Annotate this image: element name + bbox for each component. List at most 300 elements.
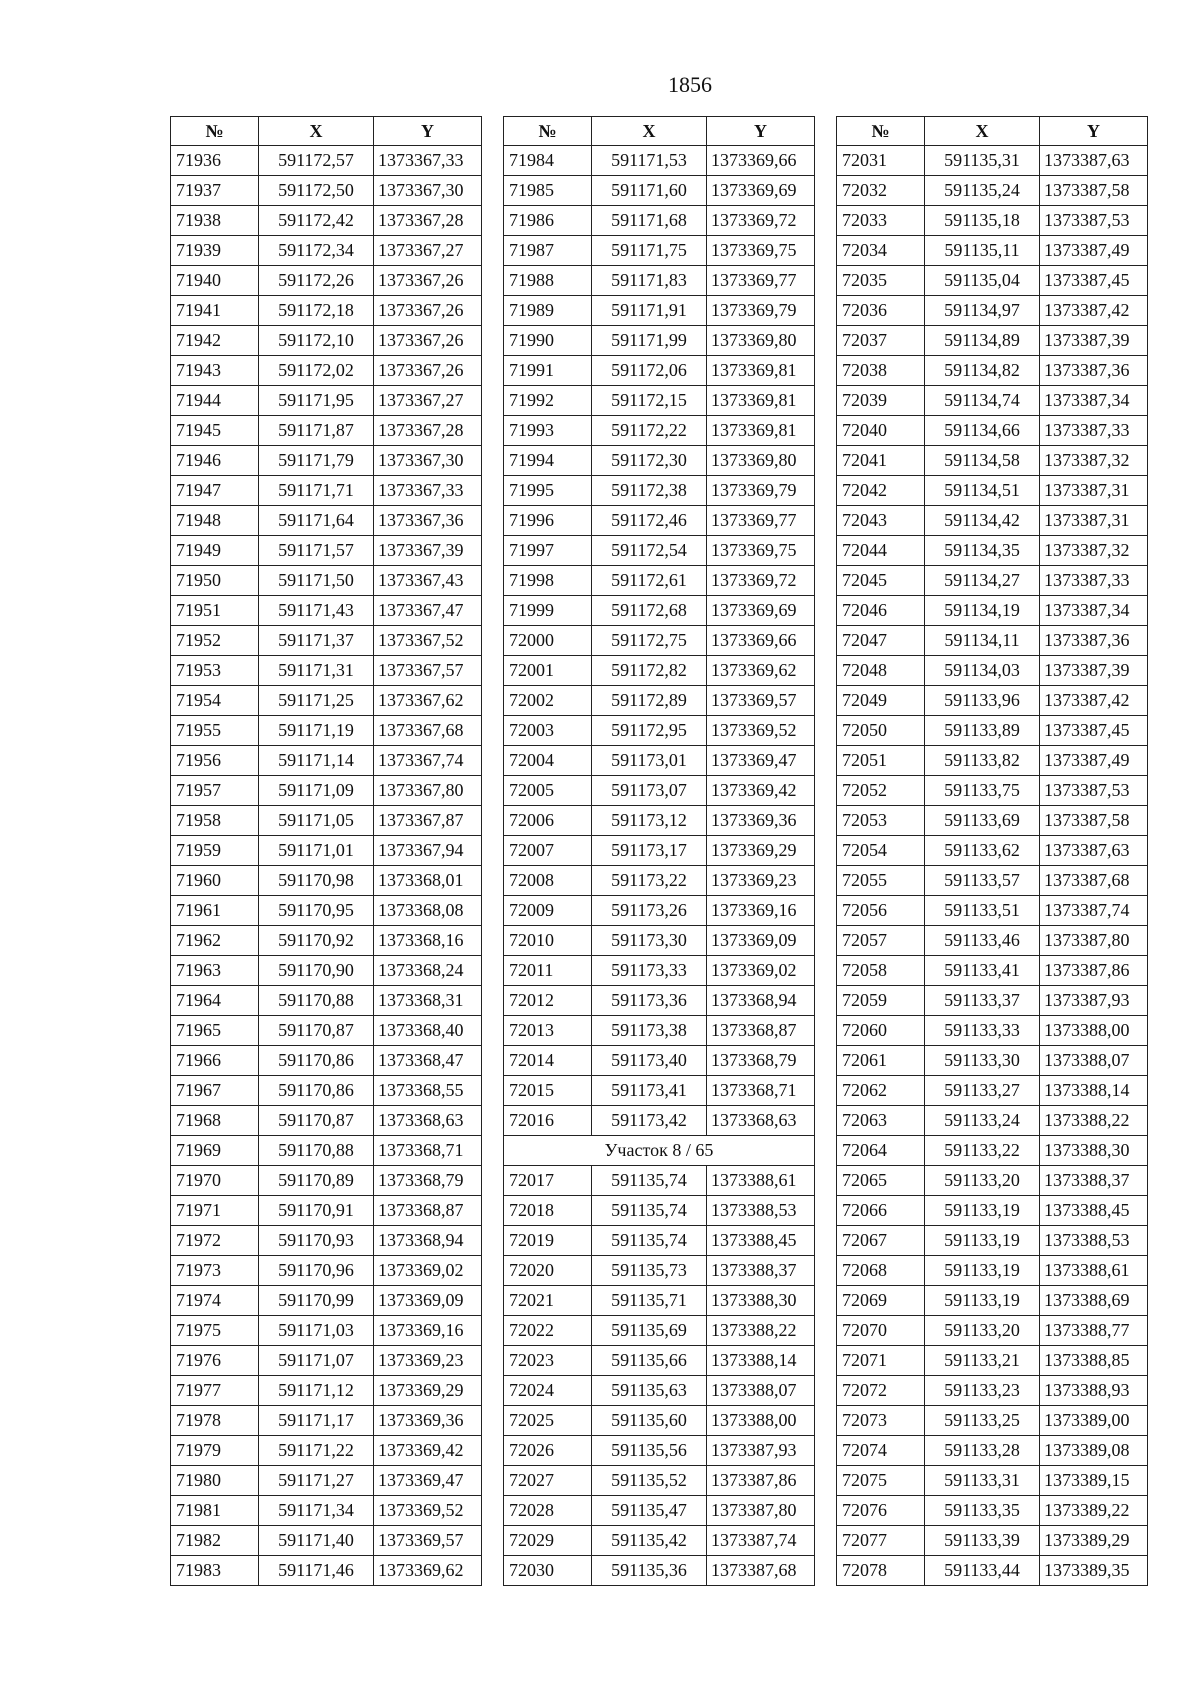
y-coordinate-cell: 1373388,14 [707, 1346, 815, 1376]
table-row [171, 1256, 482, 1286]
y-coordinate-cell: 1373369,80 [707, 446, 815, 476]
table-row [504, 176, 815, 206]
table-row [171, 956, 482, 986]
x-coordinate-cell: 591172,42 [259, 206, 374, 236]
point-number-cell: 71941 [171, 296, 259, 326]
point-number-cell: 72068 [837, 1256, 925, 1286]
y-coordinate-cell: 1373367,26 [374, 266, 482, 296]
table-row [171, 266, 482, 296]
point-number-cell: 71979 [171, 1436, 259, 1466]
x-coordinate-cell: 591135,60 [592, 1406, 707, 1436]
table-row [837, 686, 1148, 716]
x-coordinate-cell: 591173,38 [592, 1016, 707, 1046]
table-row [837, 476, 1148, 506]
table-row [171, 566, 482, 596]
table-row [504, 416, 815, 446]
y-coordinate-cell: 1373389,15 [1040, 1466, 1148, 1496]
point-number-cell: 72050 [837, 716, 925, 746]
point-number-cell: 72070 [837, 1316, 925, 1346]
point-number-cell: 71974 [171, 1286, 259, 1316]
point-number-cell: 72039 [837, 386, 925, 416]
x-coordinate-cell: 591134,35 [925, 536, 1040, 566]
y-coordinate-cell: 1373387,86 [1040, 956, 1148, 986]
point-number-cell: 71936 [171, 146, 259, 176]
y-coordinate-cell: 1373367,36 [374, 506, 482, 536]
table-row [171, 1016, 482, 1046]
table-header-row [171, 117, 482, 146]
x-coordinate-cell: 591172,89 [592, 686, 707, 716]
x-coordinate-cell: 591173,17 [592, 836, 707, 866]
point-number-cell: 71961 [171, 896, 259, 926]
point-number-cell: 71971 [171, 1196, 259, 1226]
table-row [171, 866, 482, 896]
y-coordinate-cell: 1373369,69 [707, 176, 815, 206]
y-coordinate-cell: 1373369,42 [707, 776, 815, 806]
x-coordinate-cell: 591173,30 [592, 926, 707, 956]
y-coordinate-cell: 1373369,09 [374, 1286, 482, 1316]
y-coordinate-cell: 1373369,81 [707, 386, 815, 416]
y-coordinate-cell: 1373367,27 [374, 236, 482, 266]
table-row [837, 1196, 1148, 1226]
table-row [837, 1436, 1148, 1466]
table-row [504, 476, 815, 506]
point-number-cell: 72037 [837, 326, 925, 356]
point-number-cell: 71972 [171, 1226, 259, 1256]
x-coordinate-cell: 591170,92 [259, 926, 374, 956]
x-coordinate-cell: 591171,07 [259, 1346, 374, 1376]
table-row [504, 686, 815, 716]
x-coordinate-cell: 591171,83 [592, 266, 707, 296]
y-coordinate-cell: 1373368,40 [374, 1016, 482, 1046]
table-row [171, 1556, 482, 1586]
table-row [504, 896, 815, 926]
table-row [171, 746, 482, 776]
x-coordinate-cell: 591134,66 [925, 416, 1040, 446]
y-coordinate-cell: 1373369,47 [374, 1466, 482, 1496]
table-row [837, 566, 1148, 596]
table-row [171, 656, 482, 686]
x-coordinate-cell: 591170,89 [259, 1166, 374, 1196]
y-coordinate-cell: 1373369,29 [707, 836, 815, 866]
x-coordinate-cell: 591173,26 [592, 896, 707, 926]
y-coordinate-cell: 1373389,08 [1040, 1436, 1148, 1466]
table-row [504, 446, 815, 476]
x-coordinate-cell: 591170,87 [259, 1106, 374, 1136]
y-coordinate-cell: 1373368,47 [374, 1046, 482, 1076]
x-coordinate-cell: 591172,57 [259, 146, 374, 176]
point-number-cell: 72042 [837, 476, 925, 506]
point-number-cell: 72016 [504, 1106, 592, 1136]
table-row [504, 716, 815, 746]
table-row [504, 986, 815, 1016]
point-number-cell: 72074 [837, 1436, 925, 1466]
table-row [171, 716, 482, 746]
x-coordinate-cell: 591133,27 [925, 1076, 1040, 1106]
y-coordinate-cell: 1373367,52 [374, 626, 482, 656]
point-number-cell: 72011 [504, 956, 592, 986]
x-coordinate-cell: 591134,11 [925, 626, 1040, 656]
table-row [171, 776, 482, 806]
y-coordinate-cell: 1373367,47 [374, 596, 482, 626]
x-coordinate-cell: 591171,05 [259, 806, 374, 836]
x-coordinate-cell: 591171,57 [259, 536, 374, 566]
y-coordinate-cell: 1373369,02 [374, 1256, 482, 1286]
x-coordinate-cell: 591135,71 [592, 1286, 707, 1316]
x-coordinate-cell: 591135,47 [592, 1496, 707, 1526]
x-coordinate-cell: 591172,50 [259, 176, 374, 206]
x-coordinate-cell: 591134,58 [925, 446, 1040, 476]
table-row [837, 716, 1148, 746]
y-coordinate-cell: 1373367,68 [374, 716, 482, 746]
x-coordinate-cell: 591171,25 [259, 686, 374, 716]
x-coordinate-cell: 591173,36 [592, 986, 707, 1016]
x-coordinate-cell: 591135,24 [925, 176, 1040, 206]
table-header-row [504, 117, 815, 146]
y-coordinate-cell: 1373367,57 [374, 656, 482, 686]
y-coordinate-cell: 1373387,86 [707, 1466, 815, 1496]
y-coordinate-cell: 1373367,26 [374, 296, 482, 326]
point-number-cell: 72041 [837, 446, 925, 476]
point-number-cell: 72001 [504, 656, 592, 686]
point-number-cell: 72055 [837, 866, 925, 896]
x-coordinate-cell: 591172,15 [592, 386, 707, 416]
y-coordinate-cell: 1373367,30 [374, 176, 482, 206]
x-coordinate-cell: 591133,46 [925, 926, 1040, 956]
y-coordinate-cell: 1373369,57 [374, 1526, 482, 1556]
point-number-cell: 71946 [171, 446, 259, 476]
x-coordinate-cell: 591133,19 [925, 1196, 1040, 1226]
y-coordinate-cell: 1373369,81 [707, 356, 815, 386]
table-row [504, 356, 815, 386]
x-coordinate-cell: 591172,22 [592, 416, 707, 446]
table-row [171, 206, 482, 236]
y-coordinate-cell: 1373369,79 [707, 476, 815, 506]
x-coordinate-cell: 591135,52 [592, 1466, 707, 1496]
column-header-x: X [592, 117, 707, 146]
table-row [171, 236, 482, 266]
point-number-cell: 72022 [504, 1316, 592, 1346]
table-row [837, 1286, 1148, 1316]
point-number-cell: 71940 [171, 266, 259, 296]
x-coordinate-cell: 591135,04 [925, 266, 1040, 296]
x-coordinate-cell: 591172,82 [592, 656, 707, 686]
point-number-cell: 72069 [837, 1286, 925, 1316]
x-coordinate-cell: 591171,50 [259, 566, 374, 596]
point-number-cell: 71951 [171, 596, 259, 626]
point-number-cell: 71939 [171, 236, 259, 266]
table-row [837, 656, 1148, 686]
point-number-cell: 72043 [837, 506, 925, 536]
y-coordinate-cell: 1373367,33 [374, 476, 482, 506]
x-coordinate-cell: 591170,88 [259, 1136, 374, 1166]
x-coordinate-cell: 591133,35 [925, 1496, 1040, 1526]
point-number-cell: 71997 [504, 536, 592, 566]
table-row [504, 1526, 815, 1556]
point-number-cell: 71964 [171, 986, 259, 1016]
table-row [504, 326, 815, 356]
point-number-cell: 72064 [837, 1136, 925, 1166]
x-coordinate-cell: 591170,87 [259, 1016, 374, 1046]
column-header-y: Y [374, 117, 482, 146]
table-row [171, 1316, 482, 1346]
y-coordinate-cell: 1373368,16 [374, 926, 482, 956]
y-coordinate-cell: 1373367,26 [374, 356, 482, 386]
y-coordinate-cell: 1373388,77 [1040, 1316, 1148, 1346]
point-number-cell: 72034 [837, 236, 925, 266]
x-coordinate-cell: 591173,22 [592, 866, 707, 896]
table-row [504, 656, 815, 686]
y-coordinate-cell: 1373387,33 [1040, 416, 1148, 446]
coordinate-table-3 [836, 116, 1148, 1586]
x-coordinate-cell: 591173,42 [592, 1106, 707, 1136]
x-coordinate-cell: 591172,38 [592, 476, 707, 506]
table-row [171, 1346, 482, 1376]
x-coordinate-cell: 591133,19 [925, 1226, 1040, 1256]
point-number-cell: 72012 [504, 986, 592, 1016]
table-row [171, 386, 482, 416]
x-coordinate-cell: 591170,86 [259, 1076, 374, 1106]
y-coordinate-cell: 1373387,39 [1040, 656, 1148, 686]
coordinate-table-1 [170, 116, 482, 1586]
point-number-cell: 71977 [171, 1376, 259, 1406]
x-coordinate-cell: 591133,51 [925, 896, 1040, 926]
point-number-cell: 71955 [171, 716, 259, 746]
y-coordinate-cell: 1373388,53 [1040, 1226, 1148, 1256]
x-coordinate-cell: 591170,99 [259, 1286, 374, 1316]
y-coordinate-cell: 1373388,37 [707, 1256, 815, 1286]
x-coordinate-cell: 591171,46 [259, 1556, 374, 1586]
table-row [171, 1166, 482, 1196]
point-number-cell: 72030 [504, 1556, 592, 1586]
y-coordinate-cell: 1373387,74 [1040, 896, 1148, 926]
table-row [171, 1526, 482, 1556]
x-coordinate-cell: 591171,71 [259, 476, 374, 506]
x-coordinate-cell: 591133,75 [925, 776, 1040, 806]
y-coordinate-cell: 1373368,87 [707, 1016, 815, 1046]
x-coordinate-cell: 591133,28 [925, 1436, 1040, 1466]
table-row [171, 1076, 482, 1106]
table-row [504, 596, 815, 626]
point-number-cell: 72061 [837, 1046, 925, 1076]
y-coordinate-cell: 1373367,80 [374, 776, 482, 806]
table-row [837, 776, 1148, 806]
x-coordinate-cell: 591133,44 [925, 1556, 1040, 1586]
y-coordinate-cell: 1373387,53 [1040, 776, 1148, 806]
point-number-cell: 71963 [171, 956, 259, 986]
x-coordinate-cell: 591172,18 [259, 296, 374, 326]
point-number-cell: 71978 [171, 1406, 259, 1436]
point-number-cell: 71960 [171, 866, 259, 896]
y-coordinate-cell: 1373368,79 [374, 1166, 482, 1196]
point-number-cell: 72002 [504, 686, 592, 716]
x-coordinate-cell: 591171,95 [259, 386, 374, 416]
y-coordinate-cell: 1373367,87 [374, 806, 482, 836]
y-coordinate-cell: 1373369,81 [707, 416, 815, 446]
x-coordinate-cell: 591134,51 [925, 476, 1040, 506]
x-coordinate-cell: 591135,66 [592, 1346, 707, 1376]
point-number-cell: 72008 [504, 866, 592, 896]
x-coordinate-cell: 591171,37 [259, 626, 374, 656]
point-number-cell: 72062 [837, 1076, 925, 1106]
y-coordinate-cell: 1373369,69 [707, 596, 815, 626]
point-number-cell: 71993 [504, 416, 592, 446]
table-row [171, 416, 482, 446]
y-coordinate-cell: 1373367,27 [374, 386, 482, 416]
point-number-cell: 71956 [171, 746, 259, 776]
table-row [837, 1136, 1148, 1166]
x-coordinate-cell: 591133,30 [925, 1046, 1040, 1076]
y-coordinate-cell: 1373388,00 [1040, 1016, 1148, 1046]
point-number-cell: 72003 [504, 716, 592, 746]
point-number-cell: 72028 [504, 1496, 592, 1526]
table-row [504, 1556, 815, 1586]
table-row [837, 416, 1148, 446]
point-number-cell: 71999 [504, 596, 592, 626]
point-number-cell: 72054 [837, 836, 925, 866]
point-number-cell: 71962 [171, 926, 259, 956]
y-coordinate-cell: 1373388,45 [707, 1226, 815, 1256]
point-number-cell: 72049 [837, 686, 925, 716]
column-header-x: X [259, 117, 374, 146]
point-number-cell: 72005 [504, 776, 592, 806]
x-coordinate-cell: 591134,97 [925, 296, 1040, 326]
table-row [837, 206, 1148, 236]
y-coordinate-cell: 1373388,22 [1040, 1106, 1148, 1136]
y-coordinate-cell: 1373367,94 [374, 836, 482, 866]
point-number-cell: 72036 [837, 296, 925, 326]
point-number-cell: 72007 [504, 836, 592, 866]
x-coordinate-cell: 591134,74 [925, 386, 1040, 416]
point-number-cell: 72006 [504, 806, 592, 836]
x-coordinate-cell: 591171,68 [592, 206, 707, 236]
point-number-cell: 71954 [171, 686, 259, 716]
y-coordinate-cell: 1373367,28 [374, 416, 482, 446]
x-coordinate-cell: 591135,11 [925, 236, 1040, 266]
y-coordinate-cell: 1373369,75 [707, 536, 815, 566]
point-number-cell: 71980 [171, 1466, 259, 1496]
y-coordinate-cell: 1373369,62 [374, 1556, 482, 1586]
x-coordinate-cell: 591172,30 [592, 446, 707, 476]
point-number-cell: 72021 [504, 1286, 592, 1316]
table-row [504, 536, 815, 566]
table-row [171, 626, 482, 656]
y-coordinate-cell: 1373387,42 [1040, 686, 1148, 716]
table-row [171, 326, 482, 356]
y-coordinate-cell: 1373387,42 [1040, 296, 1148, 326]
point-number-cell: 72052 [837, 776, 925, 806]
y-coordinate-cell: 1373387,34 [1040, 386, 1148, 416]
table-row [504, 1436, 815, 1466]
y-coordinate-cell: 1373387,45 [1040, 716, 1148, 746]
point-number-cell: 72031 [837, 146, 925, 176]
x-coordinate-cell: 591171,03 [259, 1316, 374, 1346]
x-coordinate-cell: 591170,95 [259, 896, 374, 926]
y-coordinate-cell: 1373387,68 [707, 1556, 815, 1586]
x-coordinate-cell: 591171,09 [259, 776, 374, 806]
y-coordinate-cell: 1373368,63 [374, 1106, 482, 1136]
y-coordinate-cell: 1373388,30 [1040, 1136, 1148, 1166]
x-coordinate-cell: 591172,75 [592, 626, 707, 656]
point-number-cell: 72073 [837, 1406, 925, 1436]
y-coordinate-cell: 1373387,31 [1040, 476, 1148, 506]
point-number-cell: 71973 [171, 1256, 259, 1286]
x-coordinate-cell: 591171,01 [259, 836, 374, 866]
x-coordinate-cell: 591172,95 [592, 716, 707, 746]
y-coordinate-cell: 1373387,49 [1040, 236, 1148, 266]
point-number-cell: 71990 [504, 326, 592, 356]
x-coordinate-cell: 591171,53 [592, 146, 707, 176]
table-row [171, 476, 482, 506]
table-row [504, 1016, 815, 1046]
table-row [504, 1316, 815, 1346]
x-coordinate-cell: 591172,61 [592, 566, 707, 596]
table-row [504, 956, 815, 986]
table-row [504, 566, 815, 596]
table-row [837, 266, 1148, 296]
x-coordinate-cell: 591171,40 [259, 1526, 374, 1556]
x-coordinate-cell: 591171,12 [259, 1376, 374, 1406]
x-coordinate-cell: 591170,91 [259, 1196, 374, 1226]
table-row [837, 956, 1148, 986]
table-row [504, 266, 815, 296]
table-row [837, 1556, 1148, 1586]
point-number-cell: 72060 [837, 1016, 925, 1046]
x-coordinate-cell: 591172,26 [259, 266, 374, 296]
x-coordinate-cell: 591172,10 [259, 326, 374, 356]
y-coordinate-cell: 1373367,26 [374, 326, 482, 356]
y-coordinate-cell: 1373369,72 [707, 206, 815, 236]
y-coordinate-cell: 1373367,39 [374, 536, 482, 566]
y-coordinate-cell: 1373388,22 [707, 1316, 815, 1346]
table-row [837, 806, 1148, 836]
table-row [171, 146, 482, 176]
point-number-cell: 71952 [171, 626, 259, 656]
y-coordinate-cell: 1373387,32 [1040, 446, 1148, 476]
table-row [171, 596, 482, 626]
x-coordinate-cell: 591135,31 [925, 146, 1040, 176]
point-number-cell: 71975 [171, 1316, 259, 1346]
y-coordinate-cell: 1373369,80 [707, 326, 815, 356]
point-number-cell: 72059 [837, 986, 925, 1016]
x-coordinate-cell: 591172,54 [592, 536, 707, 566]
table-row [171, 896, 482, 926]
point-number-cell: 71944 [171, 386, 259, 416]
y-coordinate-cell: 1373388,93 [1040, 1376, 1148, 1406]
point-number-cell: 71967 [171, 1076, 259, 1106]
point-number-cell: 72058 [837, 956, 925, 986]
point-number-cell: 71938 [171, 206, 259, 236]
table-row [837, 446, 1148, 476]
table-row [504, 236, 815, 266]
table-row [837, 1226, 1148, 1256]
section-row [504, 1136, 815, 1166]
table-row [837, 626, 1148, 656]
point-number-cell: 72033 [837, 206, 925, 236]
point-number-cell: 72026 [504, 1436, 592, 1466]
y-coordinate-cell: 1373368,31 [374, 986, 482, 1016]
point-number-cell: 71958 [171, 806, 259, 836]
y-coordinate-cell: 1373387,93 [707, 1436, 815, 1466]
point-number-cell: 72047 [837, 626, 925, 656]
point-number-cell: 72015 [504, 1076, 592, 1106]
y-coordinate-cell: 1373388,07 [1040, 1046, 1148, 1076]
y-coordinate-cell: 1373387,33 [1040, 566, 1148, 596]
table-row [837, 1496, 1148, 1526]
x-coordinate-cell: 591171,43 [259, 596, 374, 626]
x-coordinate-cell: 591171,17 [259, 1406, 374, 1436]
table-row [504, 1346, 815, 1376]
table-row [171, 1466, 482, 1496]
